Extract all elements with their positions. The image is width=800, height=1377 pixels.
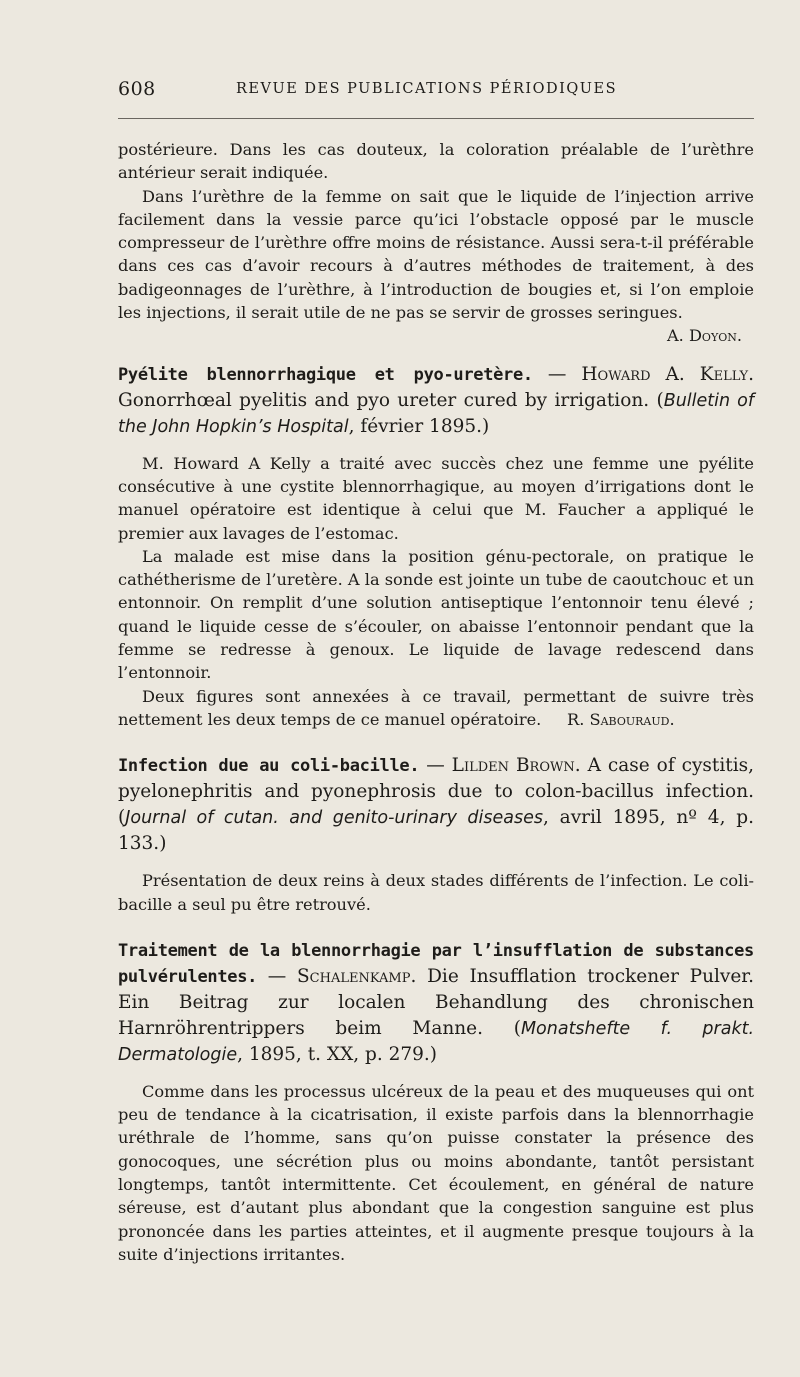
article2-journal: Journal of cutan. and genito-urinary diseases: [125, 808, 543, 829]
intro-paragraph-2: Dans l’urèthre de la femme on sait que le liquide de l’injection arrive facilement dans la vessie parce qu’ici l’obstacle opposé par le muscle compresseur de l’urèthre offre moins de résistance. Aussi sera-t-il préférable dans ces cas d’avoir recours à d’autres méthodes de traitement, à des badigeonnages de l’urèthre, à l’introduction de bougies et, si l’on emploie les injections, il serait utile de ne pas se servir de grosses seringues.: [118, 186, 754, 323]
article1-paragraph-3: [118, 685, 754, 732]
article1-sep: —: [532, 363, 582, 385]
page-header: [118, 78, 754, 102]
article2-citation: . A case of cystitis, pyelonephritis and pyonephrosis due to colon-bacillus infection. (: [118, 755, 755, 829]
article1-title: Pyélite blennorrhagique et pyo-uretère.: [118, 364, 533, 385]
article1-paragraph-1: M. Howard A Kelly a traité avec succès chez une femme une pyélite consécutive à une cystite blennorrhagique, au moyen d’irrigations dont le manuel opératoire est identique à celui que M. Faucher a appliqué le premier aux lavages de l’estomac.: [118, 453, 754, 543]
article1-paragraph-3-text: Deux figures sont annexées à ce travail, permettant de suivre très nettement les deux temps de ce manuel opératoire.: [118, 686, 754, 729]
article2-paragraph-1: Présentation de deux reins à deux stades différents de l’infection. Le coli-bacille a seul pu être retrouvé.: [118, 871, 754, 914]
article3-paragraph-1: Comme dans les processus ulcéreux de la peau et des muqueuses qui ont peu de tendance à la cicatrisation, il existe parfois dans la blennorrhagie uréthrale de l’homme, sans qu’on puisse constater la présence des gonocoques, une sécrétion plus ou moins abondante, tantôt persistant longtemps, tantôt intermittente. Cet écoulement, en général de nature séreuse, est d’autant plus abondant que la congestion sanguine est plus prononcée dans les parties atteintes, et il augmente presque toujours à la suite d’injections irritantes.: [118, 1081, 754, 1264]
intro-signature: [118, 324, 742, 347]
article3-author: Schalenkamp: [297, 965, 411, 987]
article3-sep: —: [257, 965, 297, 987]
article3-citation: . Die Insufflation trockener Pulver. Ein Beitrag zur localen Behandlung des chronischen Harnröhrentrippers beim Manne. (: [118, 965, 754, 1039]
article1-journal: Bulletin of the John Hopkin’s Hospital: [118, 390, 754, 437]
article1-paragraph-2: La malade est mise dans la position génu-pectorale, on pratique le cathétherisme de l’uretère. A la sonde est jointe un tube de caoutchouc et un entonnoir. On remplit d’une solution antiseptique l’entonnoir tenu élevé ; quand le liquide cesse de s’écouler, on abaisse l’entonnoir pendant que la femme se redresse à genoux. Le liquide de lavage redescend dans l’entonnoir.: [118, 546, 754, 683]
page-content: [118, 138, 754, 1266]
article3-title: Traitement de la blennorrhagie par l’insufflation de substances pulvérulentes.: [118, 940, 754, 987]
article1-citation: . Gonorrhœal pyelitis and pyo ureter cured by irrigation. (: [118, 363, 754, 411]
intro-signature-name: A. Doyon.: [666, 326, 742, 346]
article2-title: Infection due au coli-bacille.: [118, 756, 420, 777]
article2-sep: —: [419, 755, 452, 777]
article3-citation-end: , 1895, t. XX, p. 279.): [237, 1043, 438, 1065]
article1-author: Howard A. Kelly: [581, 363, 749, 385]
article2-author: Lilden Brown: [451, 755, 575, 777]
article2-heading: [118, 753, 754, 857]
article3-journal: Monatshefte f. prakt. Dermatologie: [118, 1018, 755, 1065]
header-rule: [118, 118, 754, 119]
article1-signature: R. Sabouraud.: [567, 709, 675, 729]
intro-paragraph-1: postérieure. Dans les cas douteux, la coloration préalable de l’urèthre antérieur serait indiquée.: [118, 140, 754, 183]
article1-citation-end: , février 1895.): [348, 415, 490, 437]
article3-heading: [118, 938, 754, 1068]
running-title: REVUE DES PUBLICATIONS PÉRIODIQUES: [236, 81, 618, 97]
page-number: 608: [118, 78, 156, 100]
article1-heading: [118, 362, 754, 440]
article2-citation-end: , avril 1895, nº 4, p. 133.): [118, 807, 754, 855]
